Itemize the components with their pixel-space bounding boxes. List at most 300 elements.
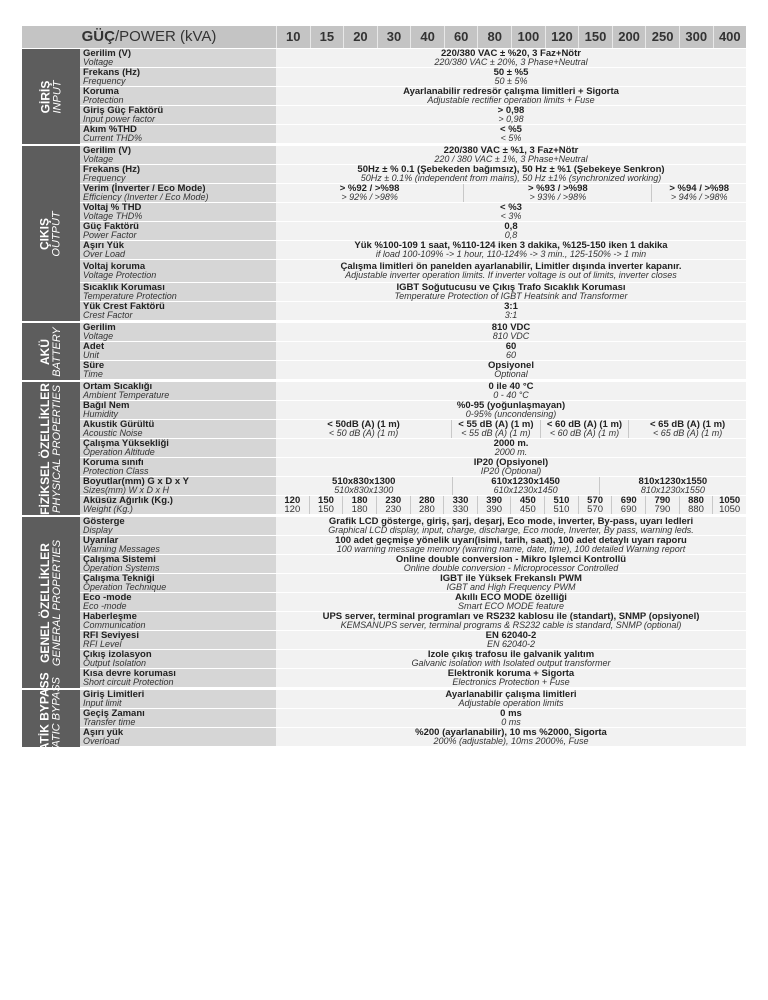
spec-value	[276, 401, 746, 419]
spec-label-en: Crest Factor	[83, 310, 133, 320]
value-tr: EN 62040-2	[485, 631, 537, 641]
value-tr: 1050	[719, 496, 741, 506]
spec-row	[80, 146, 746, 165]
section-rows	[80, 323, 746, 380]
value-en: 510	[553, 504, 570, 514]
power-column-200: 200	[612, 26, 646, 48]
value-tr: > %94 / >%98	[669, 184, 730, 194]
spec-cell	[679, 496, 713, 514]
value-tr: 330	[452, 496, 469, 506]
spec-label-tr: Kısa devre koruması	[83, 668, 176, 679]
spec-value	[276, 323, 746, 341]
spec-cell	[276, 477, 452, 495]
section-label	[22, 146, 80, 321]
spec-label-en: Output Isolation	[83, 658, 147, 668]
spec-cell	[276, 650, 746, 668]
spec-row	[80, 593, 746, 612]
spec-label	[80, 323, 276, 341]
spec-cell	[276, 283, 746, 301]
value-tr: 510	[553, 496, 570, 506]
power-column-10: 10	[276, 26, 310, 48]
spec-label-en: Operation Systems	[83, 563, 160, 573]
spec-cell	[276, 517, 746, 535]
value-tr: 2000 m.	[493, 439, 529, 449]
power-column-60: 60	[444, 26, 478, 48]
spec-label	[80, 342, 276, 360]
spec-label-en: Short circuit Protection	[83, 677, 174, 687]
spec-value	[276, 517, 746, 535]
spec-label-en: Input limit	[83, 698, 122, 708]
power-columns	[276, 26, 746, 48]
section-label	[22, 517, 80, 688]
power-column-150: 150	[578, 26, 612, 48]
spec-cell	[276, 612, 746, 630]
spec-value	[276, 496, 746, 514]
spec-cell	[276, 401, 746, 419]
value-tr: < %5	[500, 125, 522, 135]
value-en: 220 / 380 VAC ± 1%, 3 Phase+Neutral	[434, 154, 588, 164]
spec-label-tr: Frekans (Hz)	[83, 67, 141, 78]
spec-value	[276, 361, 746, 379]
spec-cell	[477, 496, 511, 514]
value-en: 610x1230x1450	[493, 485, 558, 495]
spec-label-en: Efficiency (Inverter / Eco Mode)	[83, 192, 209, 202]
value-tr: Ayarlanabilir redresör çalışma limitleri + Sigorta	[403, 87, 619, 97]
spec-label	[80, 709, 276, 727]
spec-cell	[276, 125, 746, 143]
spec-label	[80, 612, 276, 630]
spec-label	[80, 260, 276, 282]
value-en: > 92% / >98%	[341, 192, 398, 202]
spec-row	[80, 709, 746, 728]
spec-label	[80, 49, 276, 67]
value-tr: 280	[418, 496, 435, 506]
spec-cell	[276, 49, 746, 67]
spec-value	[276, 612, 746, 630]
spec-cell	[309, 496, 343, 514]
spec-cell	[645, 496, 679, 514]
value-tr: 3:1	[504, 302, 518, 312]
spec-row	[80, 323, 746, 342]
section-0	[22, 49, 746, 146]
spec-label	[80, 728, 276, 746]
value-tr: < 60 dB (A) (1 m)	[546, 420, 623, 430]
spec-cell	[276, 146, 746, 164]
spec-label-en: Voltage Protection	[83, 270, 157, 280]
spec-cell	[276, 106, 746, 124]
spec-row	[80, 690, 746, 709]
value-tr: IGBT Soğutucusu ve Çıkış Trafo Sıcaklık Koruması	[396, 283, 626, 293]
spec-value	[276, 260, 746, 282]
spec-cell	[276, 342, 746, 360]
value-en: 3:1	[504, 310, 518, 320]
value-tr: Grafik LCD gösterge, giriş, şarj, deşarj, Eco mode, inverter, By-pass, uyarı ledleri	[328, 517, 694, 527]
spec-label-en: Current THD%	[83, 133, 143, 143]
spec-label	[80, 536, 276, 554]
spec-cell	[276, 536, 746, 554]
spec-value	[276, 222, 746, 240]
section-rows	[80, 517, 746, 688]
spec-row	[80, 728, 746, 747]
spec-cell	[276, 420, 451, 438]
value-en: > 93% / >98%	[529, 192, 587, 202]
spec-label-tr: Koruma	[83, 86, 119, 97]
value-en: IP20 (Optional)	[480, 466, 542, 476]
spec-cell	[578, 496, 612, 514]
section-rows	[80, 49, 746, 144]
spec-label	[80, 593, 276, 611]
spec-label-tr: Çalışma Yüksekliği	[83, 438, 169, 449]
spec-label-tr: Uyarılar	[83, 535, 119, 546]
value-en: 810 VDC	[492, 331, 530, 341]
spec-label-tr: Çalışma Tekniği	[83, 573, 155, 584]
spec-value	[276, 631, 746, 649]
section-label-rotated	[39, 80, 63, 113]
spec-row	[80, 477, 746, 496]
spec-label-tr: Aküsüz Ağırlık (Kg.)	[83, 495, 173, 506]
power-column-20: 20	[343, 26, 377, 48]
spec-label	[80, 555, 276, 573]
spec-row	[80, 184, 746, 203]
spec-label-tr: Akustik Gürültü	[83, 419, 155, 430]
value-en: Graphical LCD display, input, charge, discharge, Eco mode, Inverter, By pass, warning leds.	[328, 525, 694, 535]
spec-row	[80, 283, 746, 302]
spec-label-tr: Frekans (Hz)	[83, 164, 141, 175]
value-tr: Yük %100-109 1 saat, %110-124 iken 3 dakika, %125-150 iken 1 dakika	[354, 241, 668, 251]
value-tr: < 55 dB (A) (1 m)	[458, 420, 534, 430]
value-en: 50 ± 5%	[494, 76, 528, 86]
spec-value	[276, 241, 746, 259]
spec-row	[80, 361, 746, 380]
spec-label	[80, 283, 276, 301]
section-4	[22, 517, 746, 690]
value-en: > 0,98	[498, 114, 524, 124]
section-label-rotated	[39, 383, 63, 515]
spec-value	[276, 49, 746, 67]
spec-label-en: Eco -mode	[83, 601, 127, 611]
value-tr: Elektronik koruma + Sigorta	[447, 669, 575, 679]
spec-cell	[276, 631, 746, 649]
spec-row	[80, 536, 746, 555]
value-en: 0 ms	[501, 717, 521, 727]
value-tr: 220/380 VAC ± %20, 3 Faz+Nötr	[441, 49, 581, 59]
spec-label-tr: Boyutlar(mm) G x D x Y	[83, 476, 189, 487]
section-label-rotated	[39, 327, 63, 377]
value-en: 880	[688, 504, 704, 514]
spec-label-en: RFI Level	[83, 639, 122, 649]
spec-label-tr: Gerilim	[83, 322, 116, 333]
section-rows	[80, 146, 746, 321]
value-tr: 570	[587, 496, 604, 506]
spec-cell	[276, 709, 746, 727]
value-en: 450	[519, 504, 536, 514]
spec-label-tr: Çıkış izolasyon	[83, 649, 152, 660]
spec-row	[80, 342, 746, 361]
value-tr: 810 VDC	[491, 323, 531, 333]
spec-label	[80, 222, 276, 240]
power-column-300: 300	[679, 26, 713, 48]
spec-label-tr: Sıcaklık Koruması	[83, 282, 165, 293]
spec-label-en: Over Load	[83, 249, 126, 259]
value-tr: < 50dB (A) (1 m)	[327, 420, 400, 430]
spec-label-en: Voltage	[83, 57, 114, 67]
spec-label	[80, 87, 276, 105]
value-tr: Opsiyonel	[488, 361, 534, 371]
spec-label-en: Voltage THD%	[83, 211, 143, 221]
spec-row	[80, 439, 746, 458]
value-tr: 180	[351, 496, 368, 506]
value-en: 50Hz ± 0.1% (independent from mains), 50 Hz ±1% (synchronized working)	[360, 173, 662, 183]
value-tr: 220/380 VAC ± %1, 3 Faz+Nötr	[443, 146, 579, 156]
spec-sheet	[22, 26, 746, 766]
spec-cell	[276, 728, 746, 746]
spec-label	[80, 361, 276, 379]
value-tr: > %93 / >%98	[527, 184, 588, 194]
section-title-tr: ÇIKIŞ	[37, 217, 52, 250]
spec-cell	[276, 302, 746, 320]
spec-row	[80, 49, 746, 68]
spec-row	[80, 555, 746, 574]
spec-label-tr: Voltaj % THD	[83, 202, 142, 213]
value-tr: Çalışma limitleri ön panelden ayarlanabilir, Limitler dışında inverter kapanır.	[340, 261, 682, 272]
value-tr: 120	[284, 496, 301, 506]
spec-cell	[276, 690, 746, 708]
section-title-tr: AKÜ	[37, 338, 52, 365]
spec-label-en: Operation Technique	[83, 582, 167, 592]
spec-cell	[276, 184, 463, 202]
spec-label-en: Frequency	[83, 173, 126, 183]
value-en: < 65 dB (A) (1 m)	[652, 428, 723, 438]
spec-value	[276, 165, 746, 183]
spec-label-tr: Aşırı Yük	[83, 240, 125, 251]
spec-value	[276, 420, 746, 438]
spec-value	[276, 184, 746, 202]
spec-row	[80, 87, 746, 106]
section-title-en: GENERAL PROPERTIES	[51, 539, 64, 666]
spec-label	[80, 106, 276, 124]
value-en: 790	[654, 504, 671, 514]
spec-label-en: Ambient Temperature	[83, 390, 170, 400]
spec-label-tr: Gerilim (V)	[83, 48, 132, 59]
spec-row	[80, 401, 746, 420]
value-en: < 5%	[500, 133, 522, 143]
spec-label-tr: Koruma sınıfı	[83, 457, 144, 468]
value-en: > 94% / >98%	[670, 192, 728, 202]
spec-label	[80, 203, 276, 221]
spec-label-tr: Aşırı yük	[83, 727, 124, 738]
power-column-400: 400	[713, 26, 747, 48]
value-tr: 0 ile 40 °C	[488, 382, 534, 392]
value-tr: 790	[654, 496, 671, 506]
spec-cell	[342, 496, 376, 514]
spec-cell	[276, 555, 746, 573]
section-title-tr: FİZİKSEL ÖZELLİKLER	[38, 382, 52, 515]
spec-label-en: Humidity	[83, 409, 119, 419]
spec-cell	[276, 574, 746, 592]
spec-label	[80, 146, 276, 164]
spec-row	[80, 241, 746, 260]
section-title-tr: GİRİŞ	[38, 80, 52, 113]
spec-cell	[276, 382, 746, 400]
section-label-rotated	[39, 211, 63, 256]
section-label	[22, 49, 80, 144]
spec-cell	[628, 420, 746, 438]
power-column-30: 30	[377, 26, 411, 48]
value-tr: %0-95 (yoğunlaşmayan)	[456, 401, 566, 411]
value-tr: 510x830x1300	[332, 477, 396, 487]
spec-cell	[276, 323, 746, 341]
value-tr: 450	[519, 496, 536, 506]
section-label	[22, 323, 80, 380]
value-en: Galvanic isolation with Isolated output transformer	[411, 658, 611, 668]
spec-row	[80, 203, 746, 222]
spec-row	[80, 650, 746, 669]
spec-label-tr: Bağıl Nem	[83, 400, 130, 411]
spec-value	[276, 382, 746, 400]
power-column-40: 40	[410, 26, 444, 48]
spec-cell	[452, 477, 599, 495]
spec-label-en: Voltage	[83, 331, 114, 341]
spec-label-en: Weight (Kg.)	[83, 504, 133, 514]
value-en: Temperature Protection of IGBT Heatsink and Transformer	[394, 291, 628, 301]
spec-label	[80, 458, 276, 476]
spec-label-en: Input power factor	[83, 114, 156, 124]
power-column-250: 250	[645, 26, 679, 48]
spec-label	[80, 439, 276, 457]
value-tr: > %92 / >%98	[339, 184, 400, 194]
value-en: < 55 dB (A) (1 m)	[461, 428, 531, 438]
spec-label-tr: Gösterge	[83, 516, 125, 527]
value-en: 690	[620, 504, 637, 514]
value-en: 200% (adjustable), 10ms 2000%, Fuse	[433, 736, 589, 746]
spec-cell	[611, 496, 645, 514]
value-tr: Online double conversion - Mikro İşlemci Kontrollü	[395, 555, 627, 565]
spec-row	[80, 517, 746, 536]
value-en: 570	[587, 504, 604, 514]
section-title-tr: STATİK BYPASS	[38, 671, 52, 766]
spec-value	[276, 574, 746, 592]
value-en: < 3%	[500, 211, 522, 221]
spec-label-en: Frequency	[83, 76, 126, 86]
value-en: 150	[318, 504, 334, 514]
value-en: 60	[505, 350, 516, 360]
power-column-80: 80	[477, 26, 511, 48]
value-en: 0,8	[504, 230, 518, 240]
spec-label-en: Unit	[83, 350, 100, 360]
spec-cell	[276, 669, 746, 687]
spec-value	[276, 146, 746, 164]
value-en: 510x830x1300	[334, 485, 394, 495]
value-tr: 390	[486, 496, 503, 506]
section-label	[22, 671, 80, 766]
value-en: KEMSANUPS server, terminal programs & RS232 cable is standard, SNMP (optional)	[340, 620, 682, 630]
value-en: 120	[284, 504, 301, 514]
spec-cell	[276, 87, 746, 105]
section-title-en: OUTPUT	[50, 210, 63, 257]
value-tr: 60	[505, 342, 517, 352]
spec-cell	[451, 420, 540, 438]
value-tr: 150	[318, 496, 334, 506]
spec-value	[276, 106, 746, 124]
value-tr: UPS server, terminal programları ve RS232 kablosu ile (standart), SNMP (opsiyonel)	[322, 612, 700, 622]
value-en: 1050	[719, 504, 741, 514]
spec-row	[80, 420, 746, 439]
spec-value	[276, 669, 746, 687]
spec-value	[276, 458, 746, 476]
section-rows	[80, 382, 746, 515]
spec-cell	[276, 361, 746, 379]
spec-label-tr: Geçiş Zamanı	[83, 708, 145, 719]
spec-label	[80, 125, 276, 143]
value-en: 0 - 40 °C	[493, 390, 529, 400]
value-tr: 810x1230x1550	[638, 477, 708, 487]
spec-label-en: Sizes(mm) W x D x H	[83, 485, 169, 495]
spec-value	[276, 439, 746, 457]
value-en: 230	[385, 504, 402, 514]
spec-label-tr: Giriş Güç Faktörü	[83, 105, 164, 116]
spec-row	[80, 302, 746, 321]
value-en: 390	[486, 504, 503, 514]
spec-label	[80, 517, 276, 535]
spec-value	[276, 709, 746, 727]
power-column-100: 100	[511, 26, 545, 48]
spec-label-en: Protection	[83, 95, 124, 105]
spec-label	[80, 690, 276, 708]
spec-value	[276, 87, 746, 105]
spec-label-tr: Süre	[83, 360, 105, 371]
spec-row	[80, 612, 746, 631]
spec-label	[80, 165, 276, 183]
spec-cell	[276, 222, 746, 240]
value-tr: < 65 dB (A) (1 m)	[650, 420, 726, 430]
spec-label	[80, 420, 276, 438]
spec-row	[80, 669, 746, 688]
value-tr: IGBT ile Yüksek Frekanslı PWM	[440, 574, 582, 584]
section-rows	[80, 690, 746, 747]
spec-value	[276, 593, 746, 611]
value-en: IGBT and High Frequency PWM	[446, 582, 576, 592]
value-en: Adjustable operation limits	[458, 698, 564, 708]
spec-label-tr: Akım %THD	[83, 124, 137, 135]
spec-label-en: Temperature Protection	[83, 291, 177, 301]
spec-cell	[276, 260, 746, 282]
spec-row	[80, 574, 746, 593]
spec-label-tr: Güç Faktörü	[83, 221, 139, 232]
spec-value	[276, 477, 746, 495]
spec-label-en: Overload	[83, 736, 120, 746]
spec-label-tr: RFI Seviyesi	[83, 630, 139, 641]
spec-label-tr: Yük Crest Faktörü	[83, 301, 165, 312]
spec-label	[80, 184, 276, 202]
spec-row	[80, 260, 746, 283]
spec-value	[276, 555, 746, 573]
spec-label-tr: Eco -mode	[83, 592, 132, 603]
spec-value	[276, 342, 746, 360]
section-1	[22, 146, 746, 323]
spec-cell	[540, 420, 629, 438]
header-row	[22, 26, 746, 49]
spec-label	[80, 382, 276, 400]
spec-label	[80, 241, 276, 259]
spec-cell	[544, 496, 578, 514]
spec-label-en: Warning Messages	[83, 544, 160, 554]
section-title-en: INPUT	[51, 80, 63, 113]
spec-label-en: Acoustic Noise	[83, 428, 143, 438]
spec-cell	[276, 439, 746, 457]
value-tr: %200 (ayarlanabilir), 10 ms %2000, Sigorta	[415, 728, 607, 738]
value-en: 100 warning message memory (warning name, date, time), 100 detailed Warning report	[336, 544, 686, 554]
spec-label-tr: Adet	[83, 341, 105, 352]
